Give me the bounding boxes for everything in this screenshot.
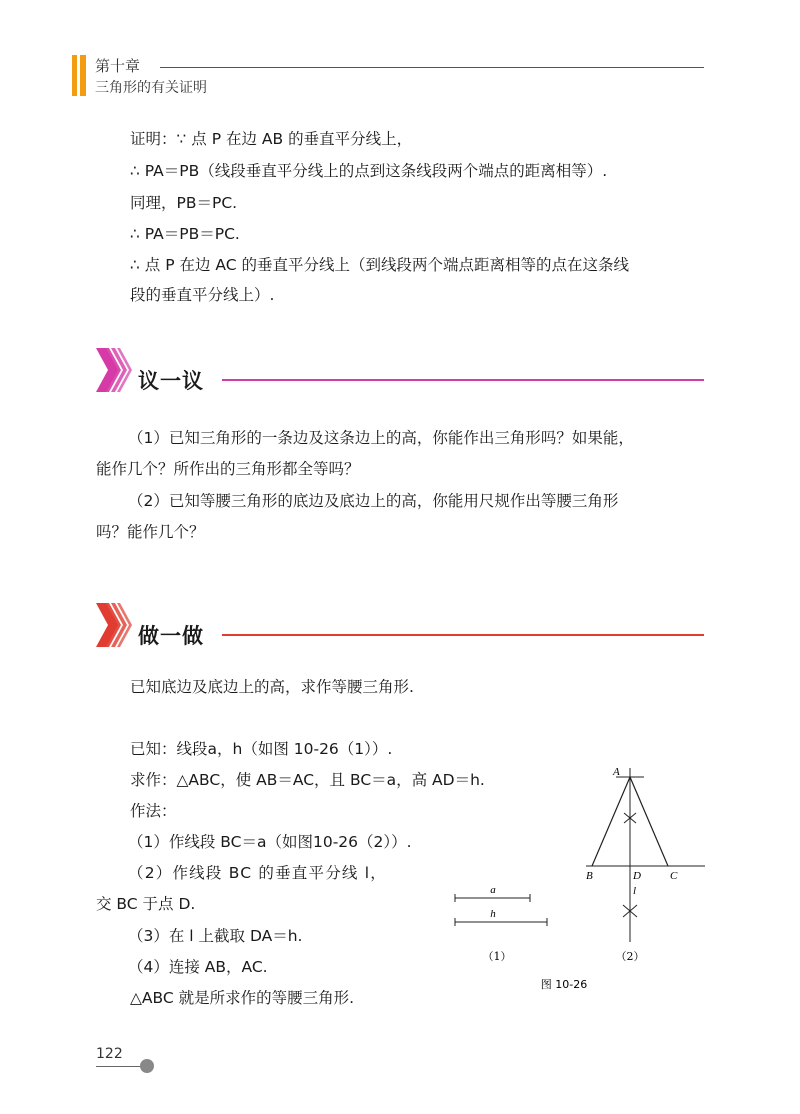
practice-conclusion: △ABC 就是所求作的等腰三角形.	[130, 989, 355, 1007]
practice-step-2-line1: （2）作线段 BC 的垂直平分线 l，	[128, 864, 387, 882]
figure-sub-2: （2）	[615, 950, 645, 963]
discuss-title: 议一议	[138, 369, 204, 393]
discuss-q2-line1: （2）已知等腰三角形的底边及底边上的高，你能用尺规作出等腰三角形	[128, 492, 619, 510]
figure-caption: 图 10-26	[540, 978, 588, 991]
page-number-rule	[96, 1066, 144, 1067]
practice-step-4: （4）连接 AB，AC.	[128, 958, 268, 976]
discuss-q1-line2: 能作几个？所作出的三角形都全等吗？	[96, 460, 360, 478]
discuss-chevron-icon	[96, 348, 136, 392]
discuss-q2-line2: 吗？能作几个？	[96, 523, 205, 541]
practice-method: 作法：	[130, 802, 177, 820]
header-rule	[160, 67, 704, 68]
proof-line-5: ∴ 点 P 在边 AC 的垂直平分线上（到线段两个端点距离相等的点在这条线	[130, 256, 629, 274]
segment-h	[455, 918, 547, 926]
figure-sub-1: （1）	[482, 950, 512, 963]
practice-title: 做一做	[138, 624, 204, 648]
practice-step-1: （1）作线段 BC＝a（如图10-26（2））.	[128, 833, 412, 851]
page-number-dot	[140, 1059, 154, 1073]
practice-construct: 求作：△ABC，使 AB＝AC，且 BC＝a，高 AD＝h.	[130, 771, 485, 789]
label-B: B	[586, 870, 593, 882]
proof-line-3: 同理，PB＝PC.	[130, 194, 238, 212]
label-a-seg: a	[490, 884, 496, 896]
proof-line-2: ∴ PA＝PB（线段垂直平分线上的点到这条线段两个端点的距离相等）.	[130, 162, 608, 180]
chapter-title: 三角形的有关证明	[95, 80, 207, 96]
side-ac	[630, 777, 668, 866]
header-accent-bar	[80, 55, 86, 96]
label-D: D	[633, 870, 641, 882]
proof-line-4: ∴ PA＝PB＝PC.	[130, 225, 240, 243]
figure-10-26	[450, 760, 710, 1000]
practice-rule	[222, 634, 704, 636]
practice-chevron-icon	[96, 603, 136, 647]
discuss-rule	[222, 379, 704, 381]
discuss-q1-line1: （1）已知三角形的一条边及这条边上的高，你能作出三角形吗？如果能，	[128, 429, 634, 447]
practice-given: 已知：线段a，h（如图 10-26（1））.	[130, 740, 393, 758]
header-accent-bar	[72, 55, 77, 96]
proof-line-6: 段的垂直平分线上）.	[130, 286, 275, 304]
label-h-seg: h	[490, 908, 496, 920]
proof-line-1: 证明：∵ 点 P 在边 AB 的垂直平分线上，	[130, 130, 413, 148]
side-ab	[592, 777, 630, 866]
chapter-label: 第十章	[95, 57, 141, 75]
label-A: A	[613, 766, 620, 778]
practice-step-2-line2: 交 BC 于点 D.	[96, 895, 196, 913]
page-number: 122	[96, 1046, 123, 1062]
practice-step-3: （3）在 l 上截取 DA＝h.	[128, 927, 303, 945]
practice-intro: 已知底边及底边上的高，求作等腰三角形.	[130, 678, 414, 696]
label-l: l	[633, 885, 637, 897]
label-C: C	[670, 870, 678, 882]
